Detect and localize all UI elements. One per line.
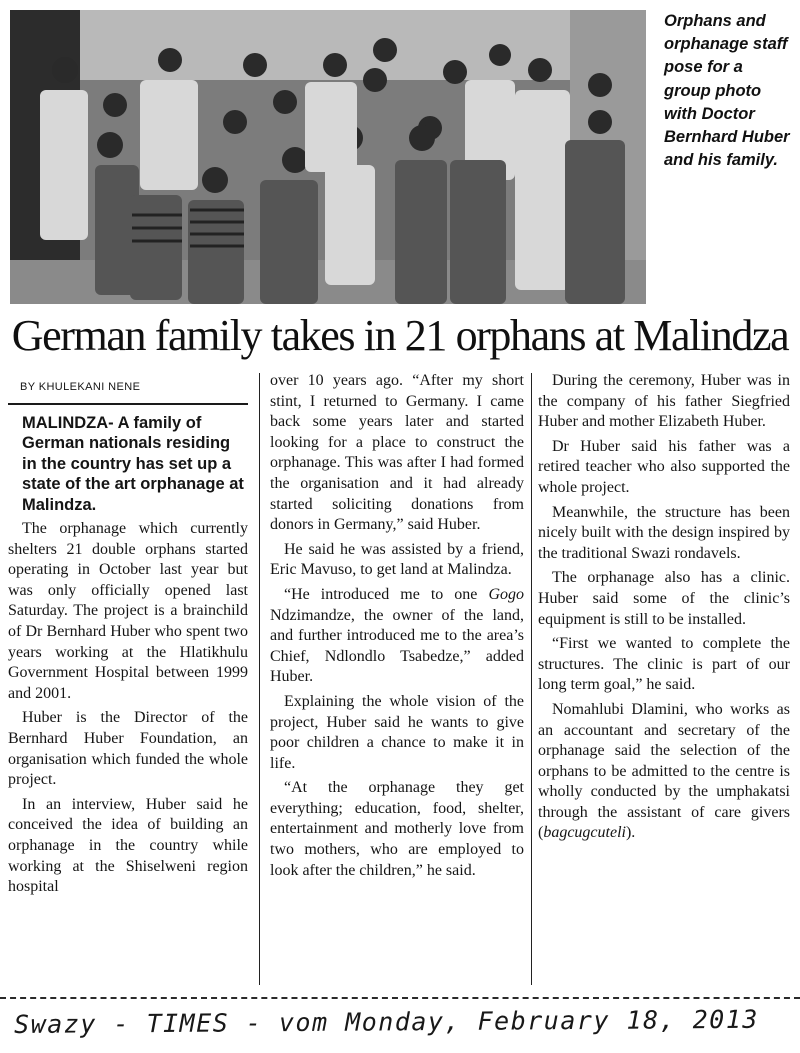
paragraph: over 10 years ago. “After my short stint, I returned to Germany. I came back some years later and started looking for a place to construct the orphanage. This was after I had formed the organisation and it had already started soliciting donations from donors in Germany,” said Huber. [270,372,524,534]
column-divider [531,373,532,985]
paragraph: Dr Huber said his father was a retired teacher who also supported the whole project. [538,437,790,496]
paragraph: In an interview, Huber said he conceived the idea of building an orphanage in the country while working at the Shiselweni region hospital [8,795,248,896]
paragraph: “At the orphanage they get everything; education, food, shelter, entertainment and motherly love from two mothers, who are employed to look after the children,” he said. [270,779,524,879]
paragraph: “He introduced me to one Gogo Ndzimandze, the owner of the land, and further introduced me to the area’s Chief, Ndlondlo Tsabedze,” added Huber. [270,585,524,686]
paragraph: Explaining the whole vision of the project, Huber said he wants to give poor children a chance to make it in life. [270,692,524,772]
group-photo [10,10,646,304]
paragraph: During the ceremony, Huber was in the company of his father Siegfried Huber and mother Elizabeth Huber. [538,372,790,431]
photo-caption: Orphans and orphanage staff pose for a group photo with Doctor Bernhard Huber and his family. [664,12,790,170]
byline: BY KHULEKANI NENE [20,381,141,393]
handwritten-source-note: Swazy - TIMES - vom Monday, February 18, 2013 [14,1004,760,1039]
clipping-cut-line [0,997,800,999]
article-column-2 [270,371,524,885]
headline: German family takes in 21 orphans at Malindza [11,311,789,360]
paragraph: Meanwhile, the structure has been nicely built with the design inspired by the traditional Swazi rondavels. [538,503,790,562]
paragraph: The orphanage which currently shelters 21 double orphans started operating in October last year but was only officially opened last Saturday. The project is a brainchild of Dr Bernhard Huber who spent two years working at the Hlatikhulu Government Hospital between 1999 and 2001. [8,520,248,702]
article-column-3 [538,371,790,848]
article-column-1 [8,371,248,902]
paragraph: Huber is the Director of the Bernhard Huber Foundation, an organisation which funded the whole project. [8,709,248,789]
paragraph: He said he was assisted by a friend, Eric Mavuso, to get land at Malindza. [270,540,524,579]
paragraph: Nomahlubi Dlamini, who works as an accountant and secretary of the orphanage said the selection of the orphans to be admitted to the centre is wholly conducted by the umphakatsi through the assistant of care givers (bagcugcuteli). [538,700,790,842]
column-divider [259,373,260,985]
lead-paragraph: MALINDZA- A family of German nationals residing in the country has set up a state of the art orphanage at Malindza. [8,403,248,515]
paragraph: “First we wanted to complete the structures. The clinic is part of our long term goal,” he said. [538,635,790,694]
paragraph: The orphanage also has a clinic. Huber said some of the clinic’s equipment is still to be installed. [538,569,790,628]
